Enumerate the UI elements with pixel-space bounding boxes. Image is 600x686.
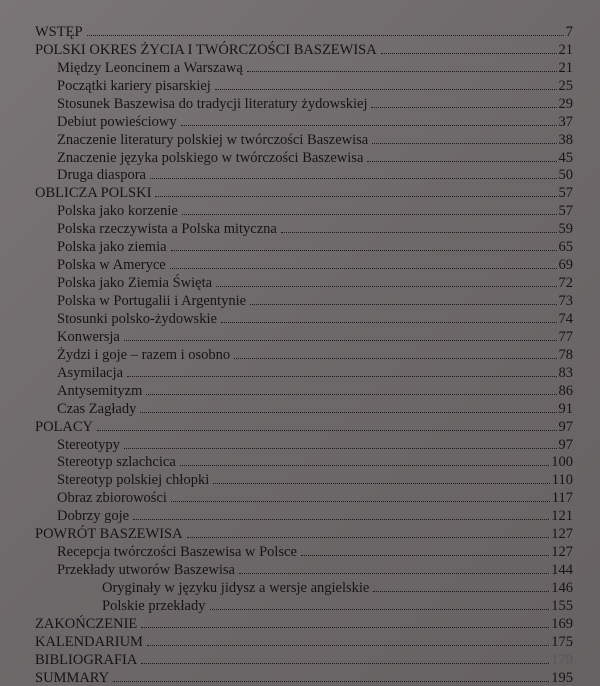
toc-entry-page-number: 50 [558,167,573,184]
dot-leader [113,681,549,682]
toc-entry-title: Znaczenie języka polskiego w twórczości Baszewisa [57,149,364,166]
toc-entry [35,130,573,148]
toc-entry [35,524,573,542]
toc-entry [35,417,573,435]
dot-leader [87,35,564,36]
toc-entry-title: POWRÓT BASZEWISA [35,526,183,543]
dot-leader [210,609,550,610]
toc-entry-page-number: 74 [558,310,573,327]
toc-entry-title: Konwersja [57,328,120,345]
dot-leader [367,161,556,162]
toc-entry-page-number: 169 [551,615,573,632]
toc-entry [35,381,573,399]
toc-entry-title: Oryginały w języku jidysz a wersje angielskie [102,580,370,596]
toc-entry-page-number: 179 [551,651,573,668]
toc-entry [35,291,573,309]
toc-entry-page-number: 69 [558,257,573,274]
toc-entry-page-number: 7 [565,23,573,40]
toc-entry [35,112,573,130]
toc-entry-title: Czas Zagłady [57,400,137,417]
toc-entry [35,327,573,345]
toc-entry-page-number: 144 [551,562,573,579]
toc-entry [35,542,573,560]
dot-leader [213,483,550,484]
toc-entry [35,76,573,94]
toc-entry-title: Polskie przekłady [102,597,206,614]
toc-entry-title: Polska w Portugalii i Argentynie [57,293,247,309]
toc-entry-page-number: 83 [558,364,573,381]
toc-entry [35,650,573,668]
toc-entry-title: Początki kariery pisarskiej [57,77,211,94]
toc-entry-page-number: 57 [558,203,573,220]
toc-entry [35,399,573,417]
toc-entry-title: ZAKOŃCZENIE [35,615,138,632]
dot-leader [247,71,557,72]
toc-entry [35,237,573,255]
table-of-contents [35,22,573,686]
toc-entry-title: OBLICZA POLSKI [35,185,152,202]
toc-entry-page-number: 91 [558,400,573,417]
dot-leader [281,232,557,233]
toc-entry-title: Znaczenie literatury polskiej w twórczości Baszewisa [57,131,369,148]
toc-entry-title: Obraz zbiorowości [57,490,167,507]
toc-entry-page-number: 195 [551,669,573,686]
toc-entry [35,309,573,327]
dot-leader [133,519,549,520]
dot-leader [215,89,557,90]
toc-entry-page-number: 21 [558,41,573,58]
toc-entry-page-number: 117 [551,490,573,507]
toc-entry [35,40,573,58]
toc-entry [35,668,573,686]
dot-leader [170,268,557,269]
toc-entry-page-number: 77 [558,328,573,345]
toc-entry [35,345,573,363]
toc-entry-title: Stosunek Baszewisa do tradycji literatury żydowskiej [57,95,368,112]
toc-entry [35,273,573,291]
toc-entry [35,470,573,488]
toc-entry-title: Debiut powieściowy [57,113,177,130]
toc-entry-page-number: 127 [551,526,573,543]
dot-leader [182,214,557,215]
toc-entry-page-number: 110 [551,472,573,489]
toc-entry [35,578,573,596]
toc-entry [35,560,573,578]
toc-entry [35,363,573,381]
toc-entry [35,453,573,471]
dot-leader [181,125,557,126]
dot-leader [141,627,549,628]
toc-entry-page-number: 21 [558,59,573,76]
toc-entry-title: POLSKI OKRES ŻYCIA I TWÓRCZOŚCI BASZEWISA [35,41,377,58]
toc-entry-title: Polska jako Ziemia Święta [57,275,213,292]
toc-entry [35,488,573,506]
toc-entry-page-number: 146 [551,580,573,596]
toc-entry-title: Polska jako korzenie [57,203,178,220]
dot-leader [250,304,556,305]
toc-entry-page-number: 72 [558,275,573,292]
dot-leader [127,376,556,377]
dot-leader [140,412,556,413]
dot-leader [216,286,556,287]
dot-leader [124,340,557,341]
dot-leader [301,555,549,556]
toc-entry-title: BIBLIOGRAFIA [35,651,138,668]
dot-leader [155,196,556,197]
dot-leader [187,537,550,538]
toc-entry-title: Antysemityzm [57,382,143,399]
dot-leader [150,178,557,179]
toc-entry-title: Stereotypy [57,436,120,453]
toc-entry-page-number: 37 [558,113,573,130]
toc-entry-page-number: 38 [558,131,573,148]
dot-leader [180,465,549,466]
toc-entry-title: Polska jako ziemia [57,239,167,256]
toc-entry-page-number: 121 [551,508,573,525]
toc-entry-page-number: 127 [551,544,573,561]
dot-leader [239,573,549,574]
toc-entry-page-number: 78 [558,346,573,363]
toc-entry-title: Recepcja twórczości Baszewisa w Polsce [57,544,297,561]
dot-leader [371,107,556,108]
toc-entry-title: Druga diaspora [57,167,146,184]
toc-entry [35,596,573,614]
toc-entry [35,148,573,166]
toc-entry-page-number: 59 [558,221,573,238]
toc-entry-title: Stereotyp polskiej chłopki [57,472,210,489]
toc-entry-title: KALENDARIUM [35,633,143,650]
toc-entry [35,614,573,632]
toc-entry-title: WSTĘP [35,23,83,40]
toc-entry [35,201,573,219]
dot-leader [97,430,556,431]
toc-entry-title: Polska rzeczywista a Polska mityczna [57,221,277,238]
toc-entry-title: Polska w Ameryce [57,257,166,274]
dot-leader [381,53,557,54]
toc-entry-page-number: 65 [558,239,573,256]
toc-entry-page-number: 175 [551,633,573,650]
toc-entry [35,506,573,524]
toc-entry-page-number: 155 [551,597,573,614]
toc-entry-title: Dobrzy goje [57,508,130,525]
toc-entry [35,255,573,273]
dot-leader [373,591,549,592]
toc-entry [35,166,573,184]
dot-leader [234,358,556,359]
toc-entry [35,58,573,76]
toc-entry-page-number: 100 [551,454,573,471]
toc-entry-page-number: 97 [558,418,573,435]
dot-leader [146,394,556,395]
toc-entry-title: Żydzi i goje – razem i osobno [57,346,231,363]
toc-entry [35,219,573,237]
dot-leader [141,663,549,664]
toc-entry-page-number: 29 [558,95,573,112]
toc-entry-page-number: 25 [558,77,573,94]
toc-entry-title: Przekłady utworów Baszewisa [57,562,235,579]
toc-entry-page-number: 57 [558,185,573,202]
toc-entry-page-number: 97 [558,436,573,453]
toc-entry [35,94,573,112]
toc-entry-title: POLACY [35,418,94,435]
dot-leader [221,322,557,323]
dot-leader [372,143,556,144]
toc-entry [35,632,573,650]
toc-entry-title: Między Leoncinem a Warszawą [57,59,243,76]
toc-entry-title: Asymilacja [57,364,124,381]
toc-entry-page-number: 86 [558,382,573,399]
dot-leader [147,645,549,646]
toc-entry [35,435,573,453]
toc-entry-title: Stosunki polsko-żydowskie [57,310,217,327]
dot-leader [124,448,557,449]
toc-entry [35,22,573,40]
dot-leader [171,501,550,502]
toc-entry-page-number: 73 [558,293,573,309]
toc-entry [35,183,573,201]
toc-entry-page-number: 45 [558,149,573,166]
dot-leader [171,250,557,251]
toc-entry-title: Stereotyp szlachcica [57,454,176,471]
toc-entry-title: SUMMARY [35,669,110,686]
